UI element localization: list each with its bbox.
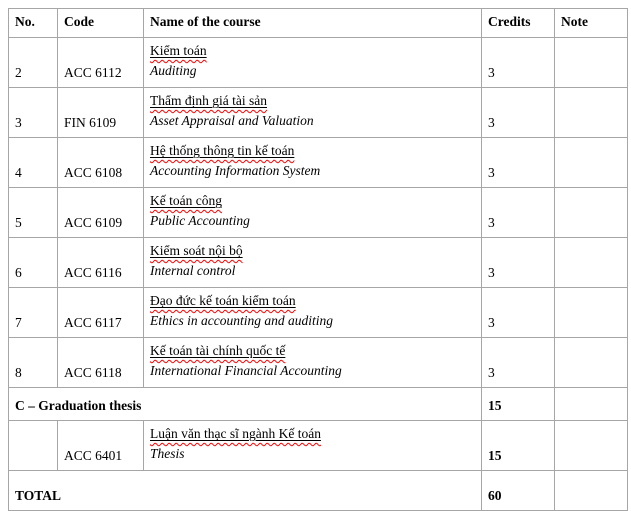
- course-note: [555, 338, 628, 388]
- course-name-en: Thesis: [150, 446, 185, 461]
- course-no: 7: [9, 288, 58, 338]
- course-name-en: Asset Appraisal and Valuation: [150, 113, 314, 128]
- course-no: 4: [9, 138, 58, 188]
- course-name-vi: Kế toán công: [150, 193, 222, 208]
- course-name-vi: Kiểm toán: [150, 43, 207, 58]
- course-note: [555, 288, 628, 338]
- course-credits: 3: [482, 238, 555, 288]
- course-name-en: Internal control: [150, 263, 236, 278]
- course-name: [144, 421, 482, 471]
- table-row: [9, 288, 628, 338]
- course-name-vi: Luận văn thạc sĩ ngành Kế toán: [150, 426, 321, 441]
- total-label: TOTAL: [9, 471, 482, 511]
- course-credits: 3: [482, 138, 555, 188]
- table-row: [9, 138, 628, 188]
- course-code: ACC 6112: [58, 38, 144, 88]
- course-name: [144, 138, 482, 188]
- course-name: [144, 88, 482, 138]
- course-name: [144, 38, 482, 88]
- course-note: [555, 188, 628, 238]
- course-code: ACC 6117: [58, 288, 144, 338]
- course-name-en: Public Accounting: [150, 213, 250, 228]
- total-credits: 60: [482, 471, 555, 511]
- course-name: [144, 188, 482, 238]
- course-no: 6: [9, 238, 58, 288]
- course-name-vi: Kiểm soát nội bộ: [150, 243, 243, 258]
- course-name: [144, 238, 482, 288]
- header-credits: Credits: [482, 9, 555, 38]
- total-note: [555, 471, 628, 511]
- course-code: FIN 6109: [58, 88, 144, 138]
- table-row: [9, 238, 628, 288]
- table-row-thesis: [9, 421, 628, 471]
- course-name-vi: Thẩm định giá tài sản: [150, 93, 267, 108]
- course-note: [555, 238, 628, 288]
- section-credits: 15: [482, 388, 555, 421]
- course-note: [555, 421, 628, 471]
- header-note: Note: [555, 9, 628, 38]
- course-code: ACC 6118: [58, 338, 144, 388]
- course-credits: 3: [482, 38, 555, 88]
- course-no: 2: [9, 38, 58, 88]
- course-credits: 15: [482, 421, 555, 471]
- course-note: [555, 88, 628, 138]
- section-label: C – Graduation thesis: [9, 388, 482, 421]
- table-row: [9, 338, 628, 388]
- course-name: [144, 288, 482, 338]
- course-code: ACC 6109: [58, 188, 144, 238]
- course-no: 8: [9, 338, 58, 388]
- table-row: [9, 88, 628, 138]
- course-name-en: International Financial Accounting: [150, 363, 342, 378]
- course-no: 3: [9, 88, 58, 138]
- course-code: ACC 6116: [58, 238, 144, 288]
- course-no: 5: [9, 188, 58, 238]
- course-name: [144, 338, 482, 388]
- course-name-vi: Hệ thống thông tin kế toán: [150, 143, 295, 158]
- course-name-en: Auditing: [150, 63, 197, 78]
- header-no: No.: [9, 9, 58, 38]
- course-no: [9, 421, 58, 471]
- course-name-en: Ethics in accounting and auditing: [150, 313, 333, 328]
- section-row-graduation-thesis: [9, 388, 628, 421]
- header-code: Code: [58, 9, 144, 38]
- header-row: [9, 9, 628, 38]
- course-note: [555, 38, 628, 88]
- course-note: [555, 138, 628, 188]
- course-credits: 3: [482, 288, 555, 338]
- course-code: ACC 6401: [58, 421, 144, 471]
- header-name: Name of the course: [144, 9, 482, 38]
- course-name-vi: Kế toán tài chính quốc tế: [150, 343, 286, 358]
- table-row: [9, 38, 628, 88]
- course-code: ACC 6108: [58, 138, 144, 188]
- total-row: [9, 471, 628, 511]
- course-name-en: Accounting Information System: [150, 163, 321, 178]
- course-credits: 3: [482, 188, 555, 238]
- section-note: [555, 388, 628, 421]
- table-row: [9, 188, 628, 238]
- course-credits: 3: [482, 338, 555, 388]
- course-table: [8, 8, 628, 511]
- course-name-vi: Đạo đức kế toán kiểm toán: [150, 293, 296, 308]
- course-credits: 3: [482, 88, 555, 138]
